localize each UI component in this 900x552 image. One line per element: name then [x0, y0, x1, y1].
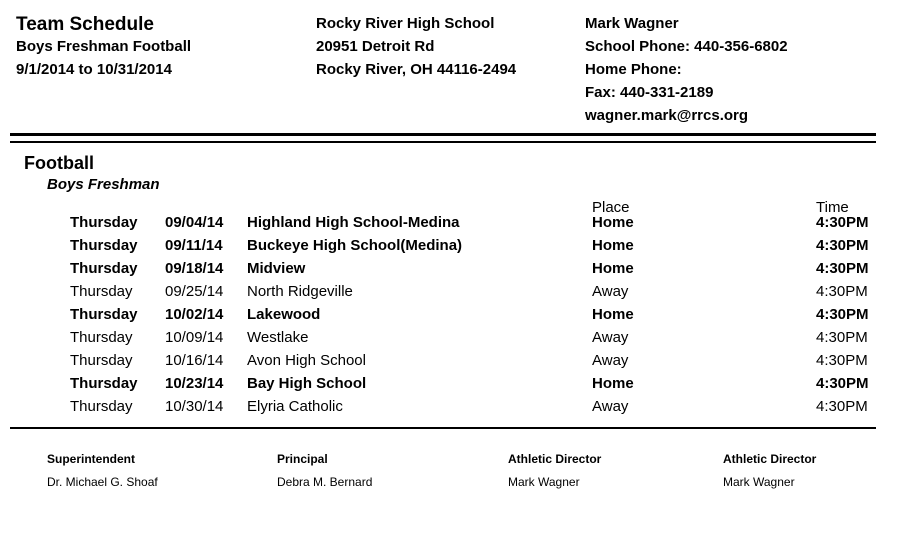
game-day: Thursday	[70, 306, 138, 323]
game-day: Thursday	[70, 329, 133, 346]
game-opponent: Highland High School-Medina	[247, 214, 460, 231]
game-date: 10/02/14	[165, 306, 224, 323]
contact-fax: Fax: 440-331-2189	[585, 84, 714, 101]
team-name: Boys Freshman Football	[16, 38, 192, 55]
table-row	[0, 329, 900, 352]
game-day: Thursday	[70, 283, 133, 300]
level-heading: Boys Freshman	[47, 176, 160, 193]
table-row	[0, 237, 900, 260]
game-place: Home	[592, 260, 634, 277]
table-row	[0, 214, 900, 237]
game-opponent: Buckeye High School(Medina)	[247, 237, 463, 254]
contact-name: Mark Wagner	[585, 15, 679, 32]
footer-title-athletic-director: Athletic Director	[508, 452, 602, 466]
table-row	[0, 283, 900, 306]
game-time: 4:30PM	[816, 375, 869, 392]
header-divider-thick	[10, 133, 876, 136]
game-place: Away	[592, 352, 629, 369]
header-divider-thin	[10, 141, 876, 143]
game-place: Away	[592, 329, 629, 346]
game-date: 09/04/14	[165, 214, 224, 231]
footer-name-athletic-director: Mark Wagner	[508, 475, 580, 489]
game-time: 4:30PM	[816, 329, 868, 346]
school-address-line1: 20951 Detroit Rd	[316, 38, 435, 55]
game-opponent: Bay High School	[247, 375, 367, 392]
game-day: Thursday	[70, 260, 138, 277]
game-date: 09/25/14	[165, 283, 224, 300]
game-time: 4:30PM	[816, 398, 868, 415]
game-opponent: North Ridgeville	[247, 283, 353, 300]
date-range: 9/1/2014 to 10/31/2014	[16, 61, 172, 78]
table-row	[0, 306, 900, 329]
game-time: 4:30PM	[816, 260, 869, 277]
game-opponent: Lakewood	[247, 306, 321, 323]
contact-school-phone: School Phone: 440-356-6802	[585, 38, 788, 55]
table-row	[0, 375, 900, 398]
table-row	[0, 260, 900, 283]
game-time: 4:30PM	[816, 352, 868, 369]
game-date: 10/30/14	[165, 398, 224, 415]
game-date: 10/23/14	[165, 375, 224, 392]
game-day: Thursday	[70, 352, 133, 369]
game-place: Home	[592, 237, 634, 254]
game-place: Home	[592, 375, 634, 392]
game-date: 10/16/14	[165, 352, 224, 369]
game-place: Away	[592, 283, 629, 300]
school-name: Rocky River High School	[316, 15, 495, 32]
game-time: 4:30PM	[816, 283, 868, 300]
game-opponent: Westlake	[247, 329, 309, 346]
game-time: 4:30PM	[816, 214, 869, 231]
game-place: Home	[592, 214, 634, 231]
game-place: Home	[592, 306, 634, 323]
contact-email: wagner.mark@rrcs.org	[585, 107, 749, 124]
time-column-header: Time	[816, 199, 849, 216]
game-day: Thursday	[70, 398, 133, 415]
school-address-line2: Rocky River, OH 44116-2494	[316, 61, 517, 78]
footer-title-principal: Principal	[277, 452, 328, 466]
game-date: 09/11/14	[165, 237, 223, 254]
game-date: 10/09/14	[165, 329, 224, 346]
contact-home-phone: Home Phone:	[585, 61, 682, 78]
footer-name-athletic-director-2: Mark Wagner	[723, 475, 795, 489]
footer-name-superintendent: Dr. Michael G. Shoaf	[47, 475, 158, 489]
game-day: Thursday	[70, 237, 138, 254]
game-opponent: Midview	[247, 260, 306, 277]
game-opponent: Elyria Catholic	[247, 398, 343, 415]
table-row	[0, 398, 900, 421]
game-time: 4:30PM	[816, 237, 869, 254]
game-time: 4:30PM	[816, 306, 869, 323]
footer-name-principal: Debra M. Bernard	[277, 475, 373, 489]
place-column-header: Place	[592, 199, 630, 216]
game-place: Away	[592, 398, 629, 415]
footer-title-superintendent: Superintendent	[47, 452, 136, 466]
sport-heading: Football	[24, 153, 94, 173]
table-row	[0, 352, 900, 375]
game-date: 09/18/14	[165, 260, 224, 277]
game-opponent: Avon High School	[247, 352, 366, 369]
game-day: Thursday	[70, 375, 138, 392]
footer-divider	[10, 427, 876, 429]
page-title: Team Schedule	[16, 14, 154, 35]
footer-title-athletic-director-2: Athletic Director	[723, 452, 817, 466]
game-day: Thursday	[70, 214, 138, 231]
